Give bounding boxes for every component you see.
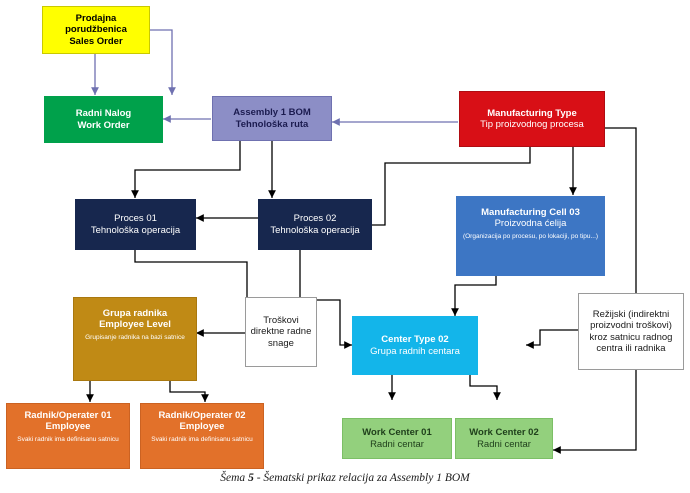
node-line-2: direktne radne bbox=[250, 326, 312, 338]
node-note: Grupisanje radnika na bazi satnice bbox=[85, 334, 185, 342]
node-note: Svaki radnik ima definisanu satnicu bbox=[17, 436, 119, 444]
node-line-2: Tehnološka operacija bbox=[270, 224, 360, 236]
node-line-1: Manufacturing Type bbox=[487, 107, 577, 119]
node-line-1: Work Center 02 bbox=[469, 427, 539, 439]
node-line-2: Radni centar bbox=[370, 438, 424, 450]
node-line-1: Režijski (indirektni bbox=[592, 309, 670, 321]
node-work-center-02[interactable] bbox=[455, 418, 553, 459]
figure-caption bbox=[0, 472, 690, 484]
node-line-2: Employee bbox=[45, 421, 91, 433]
node-center-type-02[interactable] bbox=[352, 316, 478, 375]
node-line-2: Work Order bbox=[77, 119, 130, 131]
node-line-2: Tehnološka operacija bbox=[90, 224, 181, 236]
node-line-2: porudžbenica bbox=[65, 24, 127, 36]
node-line-3: snage bbox=[268, 337, 294, 349]
node-line-1: Proces 01 bbox=[114, 213, 157, 225]
node-proces-02[interactable] bbox=[258, 199, 372, 250]
node-assembly-1-bom[interactable] bbox=[212, 96, 332, 141]
caption-number: 5 bbox=[248, 472, 254, 484]
node-line-2: Employee Level bbox=[99, 319, 171, 331]
node-employee-02[interactable] bbox=[140, 403, 264, 469]
node-line-1: Manufacturing Cell 03 bbox=[481, 207, 580, 218]
node-line-1: Radnik/Operater 01 bbox=[24, 410, 112, 421]
node-line-2: Tip proizvodnog procesa bbox=[480, 119, 584, 130]
node-line-1: Radni Nalog bbox=[75, 108, 132, 120]
node-overhead-costs[interactable] bbox=[578, 293, 684, 370]
node-line-1: Work Center 01 bbox=[362, 427, 432, 439]
node-proces-01[interactable] bbox=[75, 199, 196, 250]
node-line-2: Tehnološka ruta bbox=[235, 118, 309, 130]
node-line-1: Prodajna bbox=[75, 13, 117, 25]
node-employee-level[interactable] bbox=[73, 297, 197, 381]
caption-prefix: Šema bbox=[220, 472, 249, 484]
node-line-4: centra ili radnika bbox=[596, 342, 666, 354]
node-line-3: Sales Order bbox=[69, 35, 123, 47]
node-line-1: Proces 02 bbox=[293, 213, 337, 225]
node-manufacturing-cell-03[interactable] bbox=[456, 196, 605, 276]
node-line-2: Proizvodna ćelija bbox=[494, 218, 567, 230]
node-work-center-01[interactable] bbox=[342, 418, 452, 459]
node-line-1: Troškovi bbox=[263, 315, 299, 327]
node-note: (Organizacija po procesu, po lokaciji, po tipu...) bbox=[462, 233, 599, 241]
node-manufacturing-type[interactable] bbox=[459, 91, 605, 147]
node-line-3: kroz satnicu radnog bbox=[589, 331, 673, 343]
node-note: Svaki radnik ima definisanu satnicu bbox=[151, 436, 253, 444]
node-line-2: proizvodni troškovi) bbox=[590, 320, 672, 332]
node-line-1: Radnik/Operater 02 bbox=[158, 410, 246, 421]
node-line-2: Radni centar bbox=[477, 438, 531, 450]
caption-text: - Šematski prikaz relacija za Assembly 1 BOM bbox=[253, 472, 470, 484]
node-line-1: Grupa radnika bbox=[102, 308, 168, 319]
node-sales-order[interactable] bbox=[42, 6, 150, 54]
node-line-2: Grupa radnih centara bbox=[370, 345, 460, 357]
node-line-1: Assembly 1 BOM bbox=[233, 107, 311, 119]
node-employee-01[interactable] bbox=[6, 403, 130, 469]
node-line-1: Center Type 02 bbox=[381, 334, 449, 346]
node-line-2: Employee bbox=[179, 421, 225, 433]
node-direct-labor-cost[interactable] bbox=[245, 297, 317, 367]
node-work-order[interactable] bbox=[44, 96, 163, 143]
